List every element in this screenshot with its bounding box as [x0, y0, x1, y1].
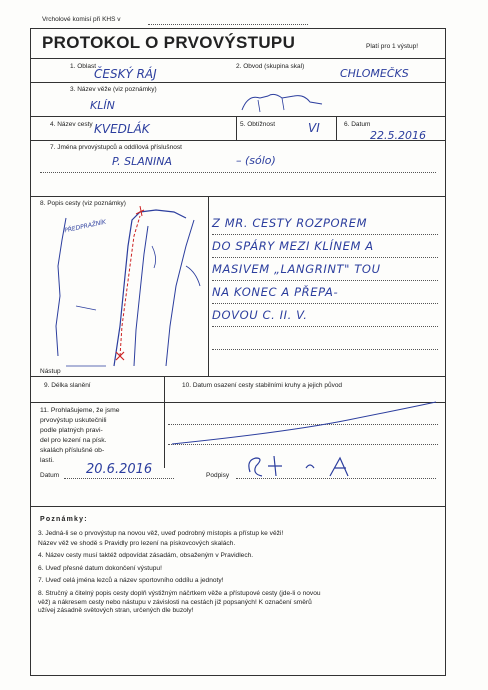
- description-line: MASIVEM „LANGRINT" TOU: [212, 262, 381, 276]
- row-divider-2: [30, 116, 446, 117]
- commission-blank: [148, 24, 308, 25]
- date-label: 6. Datum: [344, 121, 371, 128]
- declaration-line: lasti.: [40, 457, 54, 464]
- area-label: 1. Oblast: [70, 63, 97, 70]
- row-divider-3: [30, 140, 446, 141]
- description-text: [212, 212, 438, 327]
- description-line: DO SPÁRY MEZI KLÍNEM A: [212, 239, 374, 253]
- route-label: 4. Název cesty: [50, 121, 93, 128]
- form-title: PROTOKOL O PRVOVÝSTUPU: [42, 33, 296, 52]
- topo-tower-label: PŘEDPRAŽNÍK: [63, 218, 107, 235]
- difficulty-label: 5. Obtížnost: [240, 121, 276, 128]
- row-divider-1: [30, 82, 446, 83]
- climbers-dotline: [40, 172, 436, 173]
- desc-dotline: [212, 234, 438, 235]
- declaration-date-value: 20.6.2016: [86, 462, 153, 477]
- title-divider: [30, 58, 446, 59]
- notes-heading: Poznámky:: [40, 516, 88, 523]
- signature-mark: [244, 452, 364, 482]
- topo-start-label: Nástup: [40, 368, 61, 375]
- date-dotline: [64, 478, 174, 479]
- climbers-note: – (sólo): [236, 154, 276, 167]
- desc-dotline: [212, 349, 438, 350]
- note-item: věž) a nákresem cesty nebo nástupu v závislosti na cestách již popsaných! K označení směrů: [38, 598, 312, 606]
- declaration-line: prvovýstup uskutečnili: [40, 417, 107, 424]
- declaration-line: podle platných pravi-: [40, 427, 103, 434]
- topo-divider: [208, 196, 209, 376]
- desc-dotline: [212, 257, 438, 258]
- district-value: CHLOMEČKS: [340, 67, 409, 80]
- declaration-text: [40, 406, 120, 466]
- declaration-line: 11. Prohlašujeme, že jsme: [40, 407, 120, 414]
- notes-list: [38, 530, 440, 616]
- tower-label: 3. Název věže (viz poznámky): [70, 86, 157, 93]
- description-line: NA KONEC A PŘEPA-: [212, 285, 339, 299]
- note-item: Název věž ve shodě s Pravidly pro lezení na pískovcových skalách.: [38, 539, 236, 547]
- route-topo-sketch: [36, 206, 206, 374]
- difficulty-value: VI: [308, 121, 320, 135]
- note-item: 3. Jedná-li se o prvovýstup na novou věž, uveď podrobný místopis a přístup ke věži!: [38, 530, 284, 537]
- valid-note: Platí pro 1 výstup!: [366, 43, 419, 50]
- climbers-value: P. SLANINA: [112, 155, 172, 168]
- district-label: 2. Obvod (skupina skal): [236, 63, 305, 70]
- row4-sep-2: [336, 116, 337, 140]
- anchors-label: 10. Datum osazení cesty stabilními kruhy a jejich původ: [182, 382, 343, 389]
- declaration-line: skalách příslušné ob-: [40, 447, 105, 454]
- row4-sep-1: [236, 116, 237, 140]
- climbers-label: 7. Jména prvovýstupců a oddílová příslušnost: [50, 144, 182, 151]
- desc-dotline: [212, 326, 438, 327]
- declaration-line: del pro lezení na písk.: [40, 437, 107, 444]
- desc-dotline: [212, 280, 438, 281]
- commission-label: Vrcholové komisí při KHS v: [42, 16, 121, 23]
- description-label: 8. Popis cesty (viz poznámky): [40, 200, 126, 207]
- note-item: 6. Uveď přesné datum dokončení výstupu!: [38, 564, 162, 572]
- note-item: 4. Název cesty musí taktéž odpovídat zásadám, obsaženým v Pravidlech.: [38, 552, 254, 560]
- description-line: DOVOU C. II. V.: [212, 308, 308, 322]
- note-item: 7. Uveď celá jména lezců a název sportovního oddílu a jednoty!: [38, 577, 224, 585]
- row-divider-4: [30, 196, 446, 197]
- route-value: KVEDLÁK: [94, 122, 150, 136]
- desc-dotline: [212, 303, 438, 304]
- row11-sep: [164, 402, 165, 468]
- row9-sep: [164, 376, 165, 402]
- row-divider-5: [30, 376, 446, 377]
- abseil-label: 9. Délka slanění: [44, 382, 91, 389]
- row-divider-7: [30, 506, 446, 507]
- tower-sketch: [238, 90, 328, 114]
- signatures-label: Podpisy: [206, 472, 230, 479]
- anchors-strikethrough: [168, 398, 440, 450]
- date-value: 22.5.2016: [370, 129, 426, 142]
- tower-value: KLÍN: [90, 99, 115, 112]
- note-item: užívej zásadně světových stran, určených dle buzoly!: [38, 607, 194, 615]
- declaration-date-label: Datum: [40, 472, 60, 479]
- note-item: 8. Stručný a čitelný popis cesty doplň výstižným náčrtkem věže a přístupové cesty (jde-li o novou: [38, 589, 321, 597]
- area-value: ČESKÝ RÁJ: [94, 67, 157, 81]
- description-line: Z MR. CESTY ROZPOREM: [212, 216, 368, 230]
